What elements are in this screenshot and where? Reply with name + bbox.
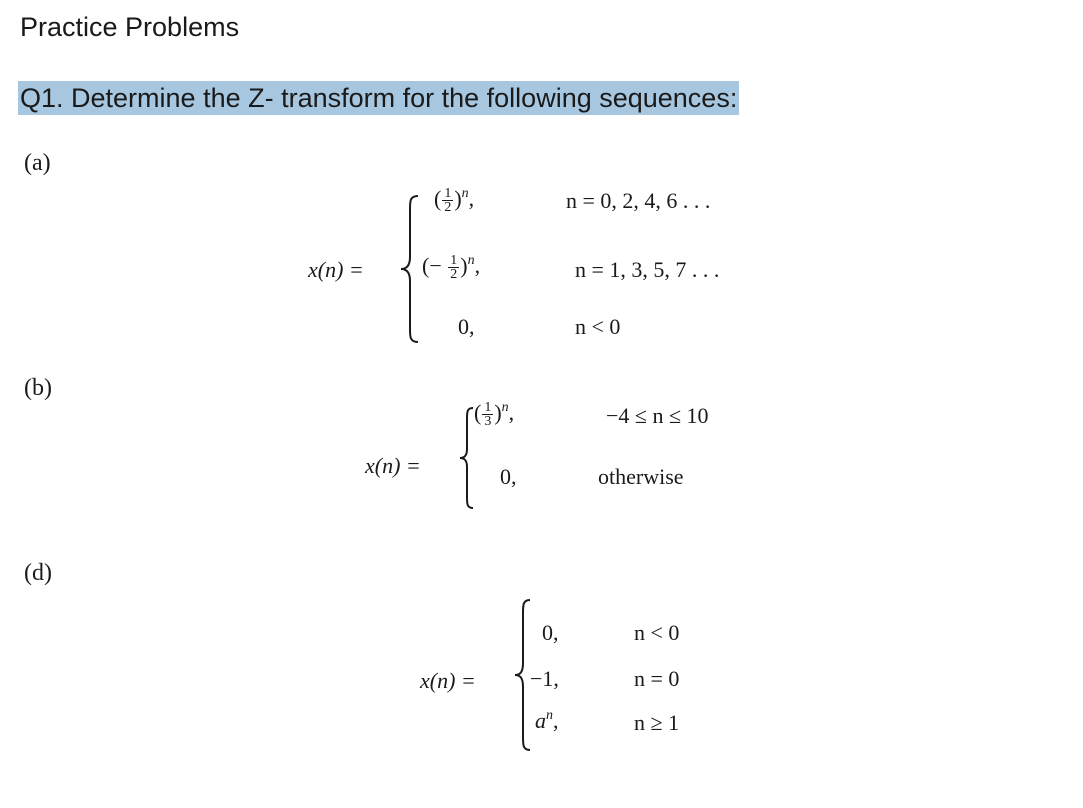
part-b-row1-value: ( $\frac{1}{3}$ )$^n$, [474, 400, 515, 430]
part-d-row3-condition: n ≥ 1 [634, 710, 680, 735]
part-d-row1-condition: n < 0 [634, 620, 680, 645]
part-a-row2-condition: n = 1, 3, 5, 7 . . . [575, 257, 720, 282]
part-d-row2-condition: n = 0 [634, 666, 680, 691]
page-title: Practice Problems [20, 12, 240, 42]
part-d-row2-value: −1, [530, 666, 559, 691]
part-b-row1-condition: −4 ≤ n ≤ 10 [606, 403, 709, 428]
part-d-label: (d) [24, 560, 52, 586]
part-a-brace [398, 193, 422, 345]
part-a-row3-condition: n < 0 [575, 314, 621, 339]
part-b-lhs: x(n) = [365, 453, 421, 478]
part-d-row1-value: 0, [542, 620, 559, 645]
part-b-row2-value: 0, [500, 464, 517, 489]
part-b-label: (b) [24, 375, 52, 401]
part-d-lhs: x(n) = [420, 668, 476, 693]
part-d-row3-value: $a^n$, [535, 708, 559, 733]
part-b-row2-condition: otherwise [598, 464, 684, 489]
part-a-row2-value: (− $\frac{1}{2}$ )$^n$, [422, 253, 481, 283]
question-heading: Q1. Determine the Z- transform for the following sequences: [20, 83, 738, 113]
part-a-row1-condition: n = 0, 2, 4, 6 . . . [566, 188, 711, 213]
part-a-row3-value: 0, [458, 314, 475, 339]
part-a-lhs: x(n) = [308, 257, 364, 282]
part-a-label: (a) [24, 150, 51, 176]
part-a-row1-value: ( $\frac{1}{2}$ )$^n$, [434, 186, 475, 216]
